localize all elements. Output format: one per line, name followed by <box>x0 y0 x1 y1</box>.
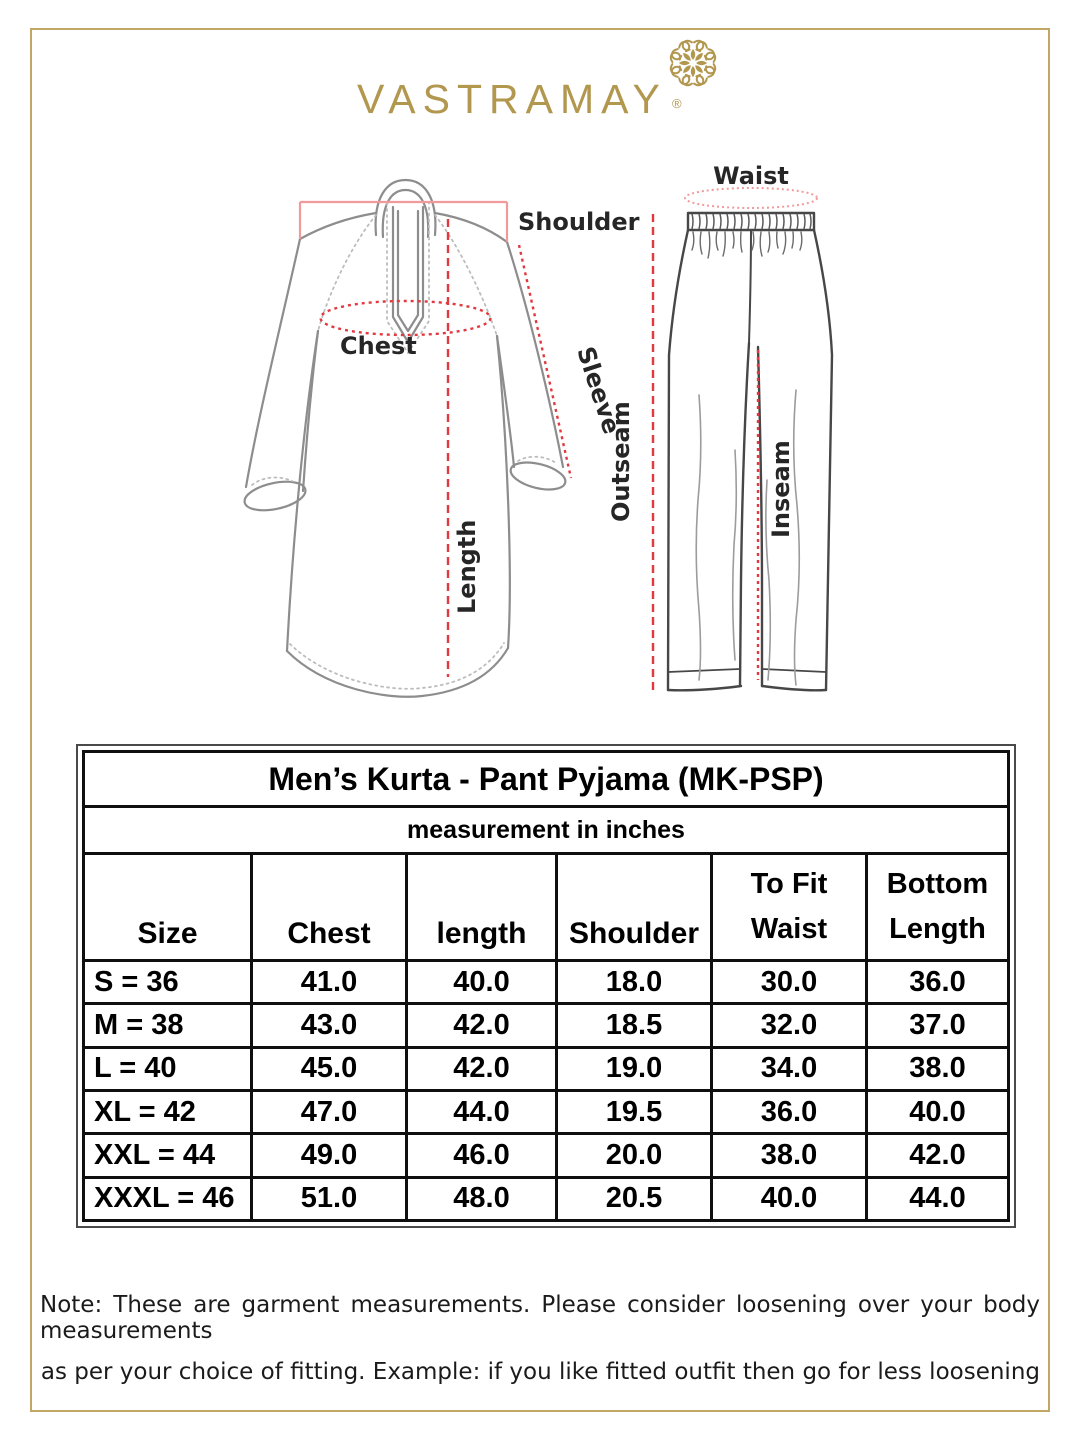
length-label: Length <box>453 519 481 614</box>
note-line-1: Note: These are garment measurements. Please consider loosening over your body measurements <box>40 1292 1040 1344</box>
measurement-note <box>40 1292 1040 1385</box>
column-header-size: Size <box>84 854 252 961</box>
kurta-measurement-diagram <box>230 155 650 725</box>
to-fit-waist-cell: 34.0 <box>712 1047 867 1090</box>
sleeve-measure-line <box>519 245 571 478</box>
size-cell: L = 40 <box>84 1047 252 1090</box>
size-cell: XXXL = 46 <box>84 1177 252 1220</box>
kurta-outline <box>242 180 568 697</box>
size-cell: XL = 42 <box>84 1090 252 1133</box>
length-cell: 48.0 <box>407 1177 557 1220</box>
header-line: Waist <box>750 913 828 945</box>
size-cell: S = 36 <box>84 961 252 1004</box>
header-line: Length <box>889 913 986 945</box>
size-cell: XXL = 44 <box>84 1134 252 1177</box>
size-chart-table <box>82 750 1010 1222</box>
sleeve-label: Sleeve <box>571 343 626 438</box>
bottom-length-cell: 38.0 <box>867 1047 1009 1090</box>
chest-cell: 49.0 <box>252 1134 407 1177</box>
outseam-label: Outseam <box>607 401 635 522</box>
table-row-xl <box>84 1090 1009 1133</box>
column-header-length: length <box>407 854 557 961</box>
header-line: To Fit <box>750 868 828 901</box>
table-subtitle: measurement in inches <box>84 807 1009 854</box>
brand-logo-text: VASTRAMAY <box>357 76 667 122</box>
column-header-chest: Chest <box>252 854 407 961</box>
size-cell: M = 38 <box>84 1004 252 1047</box>
to-fit-waist-cell: 38.0 <box>712 1134 867 1177</box>
waist-label: Waist <box>713 162 789 190</box>
waistband-gathers <box>692 232 802 258</box>
note-line-2: as per your choice of fitting. Example: if you like fitted outfit then go for less loosening <box>40 1359 1040 1385</box>
table-row-s <box>84 961 1009 1004</box>
shoulder-cell: 20.0 <box>557 1134 712 1177</box>
chest-cell: 45.0 <box>252 1047 407 1090</box>
column-header-shoulder: Shoulder <box>557 854 712 961</box>
length-cell: 44.0 <box>407 1090 557 1133</box>
length-cell: 42.0 <box>407 1047 557 1090</box>
registered-trademark-symbol: ® <box>672 96 682 111</box>
bottom-length-cell: 42.0 <box>867 1134 1009 1177</box>
pyjama-outline <box>668 213 832 690</box>
bottom-length-cell: 36.0 <box>867 961 1009 1004</box>
bottom-length-cell: 44.0 <box>867 1177 1009 1220</box>
table-row-xxxl <box>84 1177 1009 1220</box>
shoulder-cell: 18.0 <box>557 961 712 1004</box>
waist-measure-ellipse <box>685 188 817 208</box>
table-title: Men’s Kurta - Pant Pyjama (MK-PSP) <box>84 752 1009 807</box>
bottom-length-cell: 37.0 <box>867 1004 1009 1047</box>
brand-emblem-icon <box>668 38 718 88</box>
chest-cell: 41.0 <box>252 961 407 1004</box>
chest-label: Chest <box>340 332 417 360</box>
shoulder-cell: 19.0 <box>557 1047 712 1090</box>
table-row-l <box>84 1047 1009 1090</box>
chest-cell: 51.0 <box>252 1177 407 1220</box>
to-fit-waist-cell: 30.0 <box>712 961 867 1004</box>
size-chart-table-outer <box>76 744 1016 1228</box>
to-fit-waist-cell: 40.0 <box>712 1177 867 1220</box>
length-cell: 42.0 <box>407 1004 557 1047</box>
shoulder-cell: 19.5 <box>557 1090 712 1133</box>
bottom-length-cell: 40.0 <box>867 1090 1009 1133</box>
length-cell: 46.0 <box>407 1134 557 1177</box>
to-fit-waist-cell: 32.0 <box>712 1004 867 1047</box>
shoulder-cell: 20.5 <box>557 1177 712 1220</box>
table-row-xxl <box>84 1134 1009 1177</box>
inseam-label: Inseam <box>767 440 795 538</box>
pyjama-measurement-diagram <box>595 150 995 730</box>
chest-measure-ellipse <box>321 301 491 335</box>
chest-cell: 43.0 <box>252 1004 407 1047</box>
shoulder-label: Shoulder <box>518 208 640 236</box>
table-row-m <box>84 1004 1009 1047</box>
column-header-bottom-length <box>867 854 1009 961</box>
header-line: Bottom <box>886 868 989 901</box>
length-cell: 40.0 <box>407 961 557 1004</box>
shoulder-cell: 18.5 <box>557 1004 712 1047</box>
waistband-elastic-hatch <box>692 214 811 229</box>
column-header-to-fit-waist <box>712 854 867 961</box>
to-fit-waist-cell: 36.0 <box>712 1090 867 1133</box>
chest-cell: 47.0 <box>252 1090 407 1133</box>
